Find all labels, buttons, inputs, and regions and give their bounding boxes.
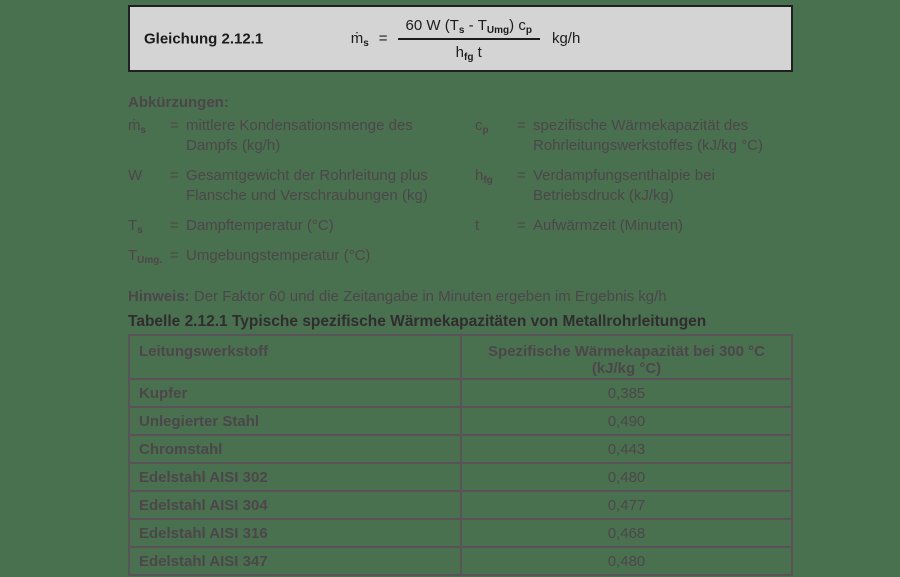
abbreviation-item xyxy=(128,216,475,236)
table-row xyxy=(129,519,792,547)
abbreviation-description: spezifische Wärmekapazität des Rohrleitungswerkstoffes (kJ/kg °C) xyxy=(533,117,763,154)
value-cell: 0,480 xyxy=(461,463,792,491)
abbreviations-right-column xyxy=(475,116,793,276)
heat-capacity-table xyxy=(128,334,793,576)
abbreviations-list xyxy=(128,116,793,276)
abbreviation-symbol: $c_p$ xyxy=(475,117,489,136)
table-row xyxy=(129,463,792,491)
equals-sign: = xyxy=(378,30,388,47)
abbreviations-title: Abkürzungen: xyxy=(128,94,229,111)
abbreviation-symbol: ṁ$_s$ xyxy=(128,117,147,136)
abbreviation-description: mittlere Kondensationsmenge des Dampfs (kg/h) xyxy=(186,117,413,154)
fraction-numerator: 60 W $(T_s - T_{Umg})$ $c_p$ xyxy=(398,17,540,40)
abbreviation-description: Umgebungstemperatur (°C) xyxy=(186,247,371,264)
value-cell: 0,385 xyxy=(461,379,792,407)
material-cell: Edelstahl AISI 316 xyxy=(129,519,461,547)
equation-label: Gleichung 2.12.1 xyxy=(144,30,264,47)
material-cell: Edelstahl AISI 304 xyxy=(129,491,461,519)
equation-unit: kg/h xyxy=(551,30,581,47)
abbreviation-symbol: t xyxy=(475,217,480,234)
note-text: Der Faktor 60 und die Zeitangabe in Minuten ergeben im Ergebnis kg/h xyxy=(189,288,667,305)
abbreviation-item xyxy=(128,166,475,206)
equals-sign: = xyxy=(170,217,179,234)
abbreviation-item xyxy=(475,166,793,206)
value-cell: 0,443 xyxy=(461,435,792,463)
value-cell: 0,480 xyxy=(461,547,792,575)
equation-formula xyxy=(351,17,581,61)
fraction-denominator: $h_{fg}$ t xyxy=(455,43,482,63)
material-cell: Unlegierter Stahl xyxy=(129,407,461,435)
equals-sign: = xyxy=(517,167,526,184)
material-cell: Kupfer xyxy=(129,379,461,407)
value-cell: 0,490 xyxy=(461,407,792,435)
table-header-row xyxy=(129,335,792,379)
table-row xyxy=(129,407,792,435)
formula-fraction xyxy=(398,17,540,61)
document-content xyxy=(128,0,793,576)
abbreviation-item xyxy=(128,246,475,266)
equals-sign: = xyxy=(170,247,179,264)
value-cell: 0,477 xyxy=(461,491,792,519)
equals-sign: = xyxy=(517,217,526,234)
abbreviation-symbol: $h_{fg}$ xyxy=(475,167,493,186)
abbreviation-item xyxy=(475,116,793,156)
abbreviation-description: Verdampfungsenthalpie bei Betriebsdruck (kJ/kg) xyxy=(533,167,715,204)
table-caption: Tabelle 2.12.1 Typische spezifische Wärmekapazitäten von Metallrohrleitungen xyxy=(128,313,707,330)
equation-box xyxy=(128,5,793,72)
formula-lhs: ṁ$_s$ xyxy=(350,30,369,49)
abbreviation-item xyxy=(475,216,793,236)
material-cell: Edelstahl AISI 302 xyxy=(129,463,461,491)
abbreviation-symbol: $T_s$ xyxy=(128,217,143,236)
abbreviation-symbol: W xyxy=(128,167,143,184)
note xyxy=(128,287,793,307)
abbreviation-description: Aufwärmzeit (Minuten) xyxy=(533,217,684,234)
abbreviation-description: Gesamtgewicht der Rohrleitung plus Flansche und Verschraubungen (kg) xyxy=(186,167,428,204)
material-cell: Chromstahl xyxy=(129,435,461,463)
table-row xyxy=(129,435,792,463)
abbreviation-item xyxy=(128,116,475,156)
header-material: Leitungswerkstoff xyxy=(129,335,461,379)
abbreviation-description: Dampftemperatur (°C) xyxy=(186,217,334,234)
material-cell: Edelstahl AISI 347 xyxy=(129,547,461,575)
equals-sign: = xyxy=(170,117,179,134)
value-cell: 0,468 xyxy=(461,519,792,547)
table-row xyxy=(129,547,792,575)
abbreviations-left-column xyxy=(128,116,475,276)
header-heat-capacity: Spezifische Wärmekapazität bei 300 °C (kJ/kg °C) xyxy=(461,335,792,379)
equals-sign: = xyxy=(170,167,179,184)
table-row xyxy=(129,379,792,407)
abbreviation-symbol: $T_{Umg.}$ xyxy=(128,247,163,266)
note-label: Hinweis: xyxy=(128,288,190,305)
table-row xyxy=(129,491,792,519)
equals-sign: = xyxy=(517,117,526,134)
